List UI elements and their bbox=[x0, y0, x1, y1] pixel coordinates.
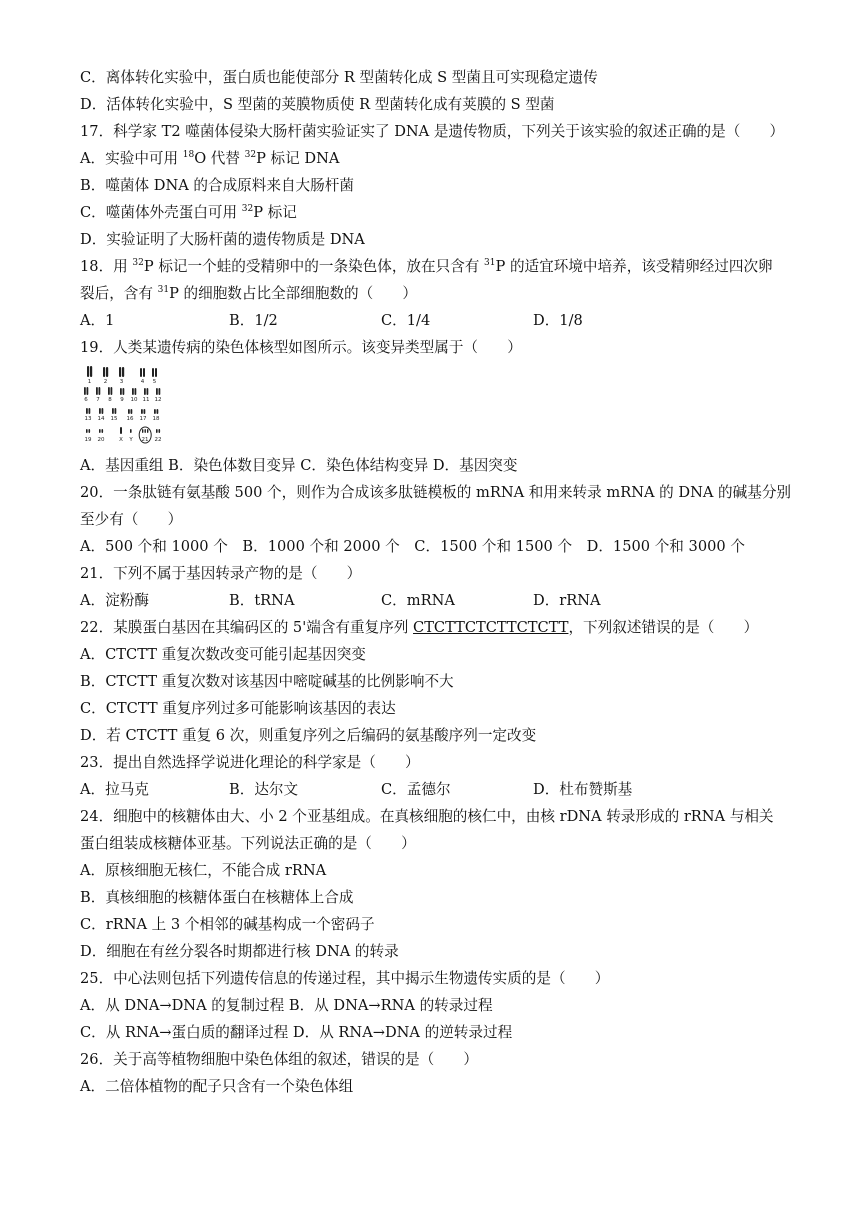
svg-text:X: X bbox=[119, 437, 123, 443]
q23-option-b: B．达尔文 bbox=[229, 781, 299, 798]
svg-text:Y: Y bbox=[129, 437, 133, 443]
svg-text:22: 22 bbox=[154, 437, 162, 443]
q24-stem-line1: 24．细胞中的核糖体由大、小 2 个亚基组成。在真核细胞的核仁中，由核 rDNA 转录形成的 rRNA 与相关 bbox=[80, 808, 774, 825]
q18-option-b: B．1/2 bbox=[229, 312, 278, 329]
svg-text:21: 21 bbox=[141, 437, 149, 443]
q21-option-d: D．rRNA bbox=[533, 592, 601, 609]
q24-stem-line2: 蛋白组装成核糖体亚基。下列说法正确的是（ ） bbox=[80, 835, 416, 852]
q20-options: A．500 个和 1000 个 B．1000 个和 2000 个 C．1500 个和 1500 个 D．1500 个和 3000 个 bbox=[80, 538, 745, 555]
q21-option-a: A．淀粉酶 bbox=[80, 592, 149, 609]
q17-option-b: B．噬菌体 DNA 的合成原料来自大肠杆菌 bbox=[80, 177, 354, 194]
svg-text:19: 19 bbox=[84, 437, 92, 443]
q19-options: A．基因重组 B．染色体数目变异 C．染色体结构变异 D．基因突变 bbox=[80, 457, 518, 474]
q22-repeat-sequence: CTCTTCTCTTCTCTT bbox=[413, 619, 569, 636]
svg-text:4: 4 bbox=[140, 379, 145, 385]
q18-stem-line2: 裂后，含有 $^{31}$P 的细胞数占比全部细胞数的（ ） bbox=[80, 285, 418, 302]
q23-stem: 23．提出自然选择学说进化理论的科学家是（ ） bbox=[80, 754, 420, 771]
svg-text:15: 15 bbox=[110, 416, 118, 422]
q25-options-ab: A．从 DNA→DNA 的复制过程 B．从 DNA→RNA 的转录过程 bbox=[80, 997, 493, 1014]
q20-stem-line1: 20．一条肽链有氨基酸 500 个，则作为合成该多肽链模板的 mRNA 和用来转录 mRNA 的 DNA 的碱基分别 bbox=[80, 484, 792, 501]
svg-text:7: 7 bbox=[96, 397, 100, 403]
q22-option-c: C．CTCTT 重复序列过多可能影响该基因的表达 bbox=[80, 700, 396, 717]
q26-stem: 26．关于高等植物细胞中染色体组的叙述，错误的是（ ） bbox=[80, 1051, 479, 1068]
svg-text:14: 14 bbox=[97, 416, 105, 422]
svg-text:12: 12 bbox=[154, 397, 162, 403]
q21-option-b: B．tRNA bbox=[229, 592, 295, 609]
q24-option-b: B．真核细胞的核糖体蛋白在核糖体上合成 bbox=[80, 889, 354, 906]
q17-option-d: D．实验证明了大肠杆菌的遗传物质是 DNA bbox=[80, 231, 365, 248]
svg-text:13: 13 bbox=[84, 416, 92, 422]
q25-stem: 25．中心法则包括下列遗传信息的传递过程，其中揭示生物遗传实质的是（ ） bbox=[80, 970, 610, 987]
q18-option-c: C．1/4 bbox=[381, 312, 431, 329]
svg-text:1: 1 bbox=[87, 379, 92, 385]
q22-option-d: D．若 CTCTT 重复 6 次，则重复序列之后编码的氨基酸序列一定改变 bbox=[80, 727, 537, 744]
svg-text:20: 20 bbox=[97, 437, 105, 443]
q22-stem: 22．某膜蛋白基因在其编码区的 5'端含有重复序列 CTCTTCTCTTCTCTT，下列叙述错误的是（ ） bbox=[80, 619, 759, 636]
q22-option-b: B．CTCTT 重复次数对该基因中嘧啶碱基的比例影响不大 bbox=[80, 673, 454, 690]
q18-stem-line1: 18．用 $^{32}$P 标记一个蛙的受精卵中的一条染色体，放在只含有 $^{31}$P 的适宜环境中培养，该受精卵经过四次卵 bbox=[80, 258, 773, 275]
q26-option-a: A．二倍体植物的配子只含有一个染色体组 bbox=[80, 1078, 354, 1095]
svg-text:17: 17 bbox=[139, 416, 147, 422]
q18-option-a: A．1 bbox=[80, 312, 115, 329]
svg-text:3: 3 bbox=[119, 379, 124, 385]
karyotype-figure bbox=[80, 362, 170, 448]
svg-text:8: 8 bbox=[108, 397, 112, 403]
q24-option-a: A．原核细胞无核仁，不能合成 rRNA bbox=[80, 862, 327, 879]
svg-text:2: 2 bbox=[103, 379, 108, 385]
q17-option-a: A．实验中可用 $^{18}$O 代替 $^{32}$P 标记 DNA bbox=[80, 150, 340, 167]
q17-option-c: C．噬菌体外壳蛋白可用 $^{32}$P 标记 bbox=[80, 204, 297, 221]
q24-option-c: C．rRNA 上 3 个相邻的碱基构成一个密码子 bbox=[80, 916, 375, 933]
svg-text:16: 16 bbox=[126, 416, 134, 422]
q23-option-c: C．孟德尔 bbox=[381, 781, 451, 798]
q25-options-cd: C．从 RNA→蛋白质的翻译过程 D．从 RNA→DNA 的逆转录过程 bbox=[80, 1024, 513, 1041]
svg-text:18: 18 bbox=[152, 416, 160, 422]
q23-option-a: A．拉马克 bbox=[80, 781, 149, 798]
svg-text:11: 11 bbox=[142, 397, 150, 403]
q23-option-d: D．杜布赞斯基 bbox=[533, 781, 633, 798]
q21-option-c: C．mRNA bbox=[381, 592, 455, 609]
q17-stem: 17．科学家 T2 噬菌体侵染大肠杆菌实验证实了 DNA 是遗传物质，下列关于该实验的叙述正确的是（ ） bbox=[80, 123, 785, 140]
q18-option-d: D．1/8 bbox=[533, 312, 583, 329]
svg-text:9: 9 bbox=[120, 397, 124, 403]
q16-option-c: C．离体转化实验中，蛋白质也能使部分 R 型菌转化成 S 型菌且可实现稳定遗传 bbox=[80, 69, 598, 86]
q22-option-a: A．CTCTT 重复次数改变可能引起基因突变 bbox=[80, 646, 366, 663]
q20-stem-line2: 至少有（ ） bbox=[80, 511, 183, 528]
q19-stem: 19．人类某遗传病的染色体核型如图所示。该变异类型属于（ ） bbox=[80, 339, 522, 356]
svg-text:10: 10 bbox=[130, 397, 138, 403]
svg-text:5: 5 bbox=[152, 379, 157, 385]
q24-option-d: D．细胞在有丝分裂各时期都进行核 DNA 的转录 bbox=[80, 943, 399, 960]
q21-stem: 21．下列不属于基因转录产物的是（ ） bbox=[80, 565, 362, 582]
svg-text:6: 6 bbox=[84, 397, 88, 403]
q16-option-d: D．活体转化实验中，S 型菌的荚膜物质使 R 型菌转化成有荚膜的 S 型菌 bbox=[80, 96, 555, 113]
